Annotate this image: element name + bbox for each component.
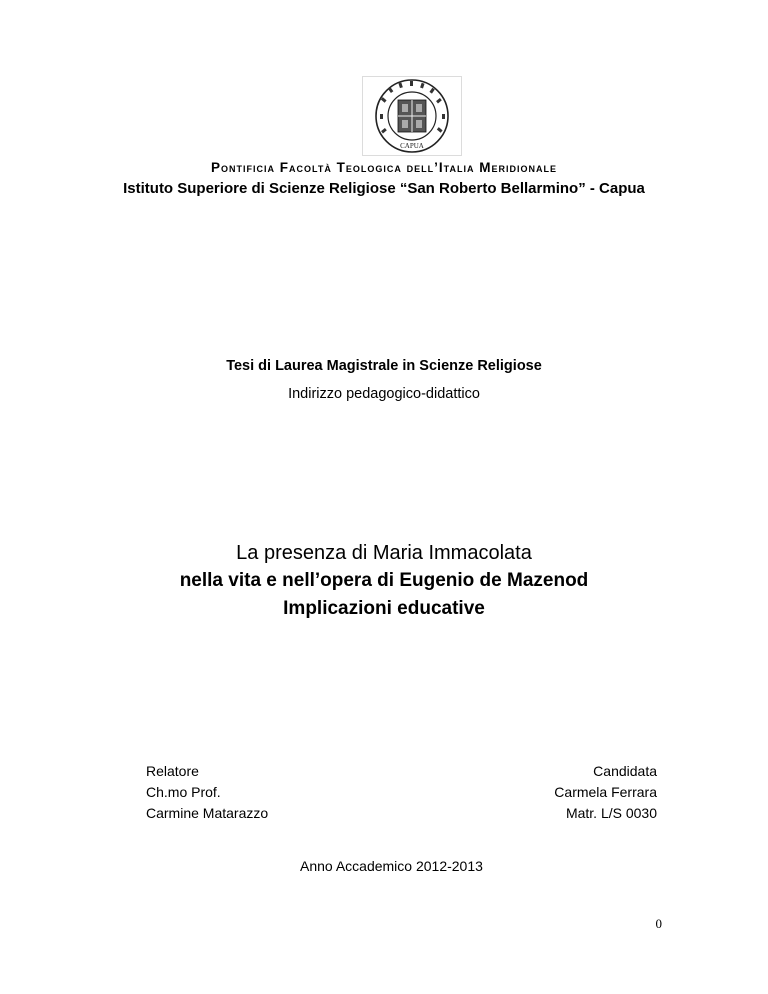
- candidate-name: Carmela Ferrara: [554, 784, 657, 800]
- supervisor-label: Relatore: [146, 763, 199, 779]
- institute-name: Istituto Superiore di Scienze Religiose “San Roberto Bellarmino” - Capua: [123, 180, 645, 197]
- thesis-type: Tesi di Laurea Magistrale in Scienze Religiose: [226, 358, 542, 374]
- page-number: 0: [655, 916, 662, 931]
- thesis-specialization: Indirizzo pedagogico-didattico: [288, 386, 480, 402]
- thesis-title-line-2: nella vita e nell’opera di Eugenio de Mazenod: [179, 570, 589, 591]
- supervisor-name: Carmine Matarazzo: [146, 805, 269, 821]
- academic-year: Anno Accademico 2012-2013: [300, 858, 483, 874]
- svg-text:CAPUA: CAPUA: [400, 142, 424, 150]
- faculty-name: Pontificia Facoltà Teologica dell’Italia Meridionale: [211, 160, 557, 175]
- candidate-matriculation: Matr. L/S 0030: [565, 805, 657, 821]
- candidate-block: [554, 761, 657, 824]
- thesis-title-line-1: La presenza di Maria Immacolata: [236, 542, 532, 564]
- candidate-label: Candidata: [593, 763, 657, 779]
- thesis-title-line-3: Implicazioni educative: [283, 598, 485, 619]
- supervisor-block: [146, 761, 268, 824]
- supervisor-honorific: Ch.mo Prof.: [146, 784, 221, 800]
- institution-seal: [362, 76, 462, 156]
